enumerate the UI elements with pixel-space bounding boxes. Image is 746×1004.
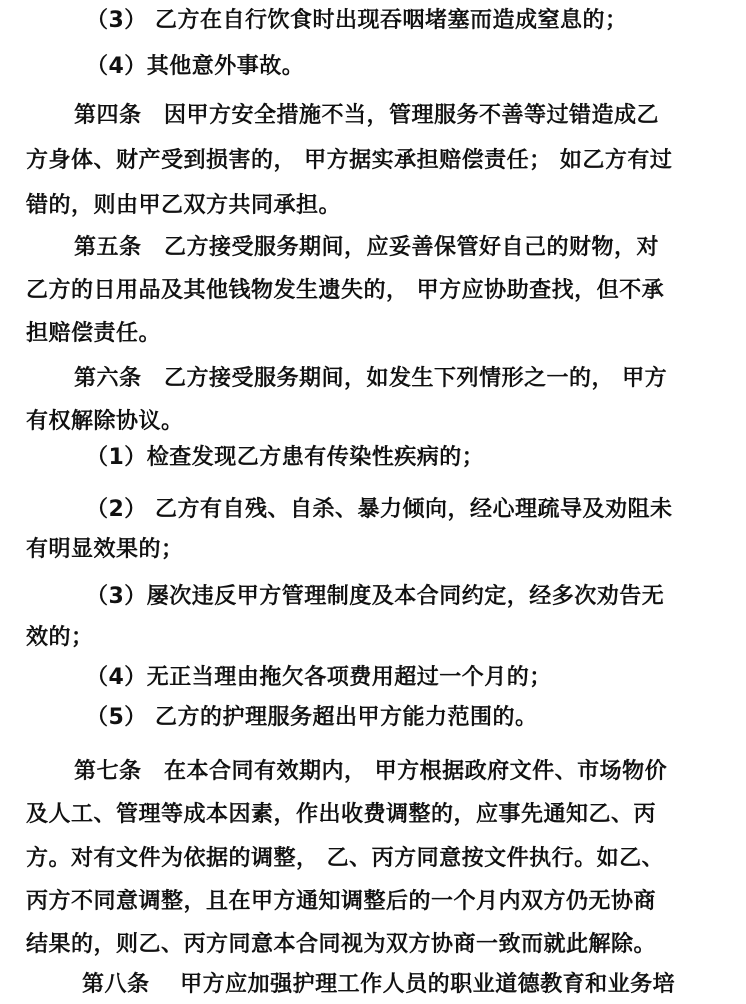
text-line: 第五条 乙方接受服务期间，应妥善保管好自己的财物，对 — [74, 235, 660, 260]
text-line: （2） 乙方有自残、自杀、暴力倾向，经心理疏导及劝阻未 — [86, 497, 673, 522]
text-line: 第六条 乙方接受服务期间，如发生下列情形之一的， 甲方 — [74, 366, 668, 391]
text-line: 乙方的日用品及其他钱物发生遗失的， 甲方应协助查找，但不承 — [26, 278, 665, 303]
text-line: 方身体、财产受到损害的， 甲方据实承担赔偿责任； 如乙方有过 — [26, 148, 673, 173]
text-line: 结果的，则乙、丙方同意本合同视为双方协商一致而就此解除。 — [26, 932, 657, 957]
text-line: （4）其他意外事故。 — [86, 54, 305, 79]
text-line: （3）屡次违反甲方管理制度及本合同约定，经多次劝告无 — [86, 584, 665, 609]
text-line: 第四条 因甲方安全措施不当，管理服务不善等过错造成乙 — [74, 103, 660, 128]
text-line: 第七条 在本合同有效期内， 甲方根据政府文件、市场物价 — [74, 759, 668, 784]
text-line: 效的； — [26, 625, 94, 650]
text-line: （5） 乙方的护理服务超出甲方能力范围的。 — [86, 705, 538, 730]
text-line: （4）无正当理由拖欠各项费用超过一个月的； — [86, 665, 552, 690]
text-line: （1）检查发现乙方患有传染性疾病的； — [86, 445, 485, 470]
text-line: 第八条 甲方应加强护理工作人员的职业道德教育和业务培 — [82, 972, 676, 997]
text-line: 有权解除协议。 — [26, 409, 184, 434]
text-line: 担赔偿责任。 — [26, 321, 162, 346]
text-line: 丙方不同意调整，且在甲方通知调整后的一个月内双方仍无协商 — [26, 889, 657, 914]
text-line: 方。对有文件为依据的调整， 乙、丙方同意按文件执行。如乙、 — [26, 846, 665, 871]
text-line: （3） 乙方在自行饮食时出现吞咽堵塞而造成窒息的； — [86, 8, 628, 33]
text-line: 有明显效果的； — [26, 537, 184, 562]
text-line: 错的，则由甲乙双方共同承担。 — [26, 193, 342, 218]
text-line: 及人工、管理等成本因素，作出收费调整的，应事先通知乙、丙 — [26, 802, 657, 827]
